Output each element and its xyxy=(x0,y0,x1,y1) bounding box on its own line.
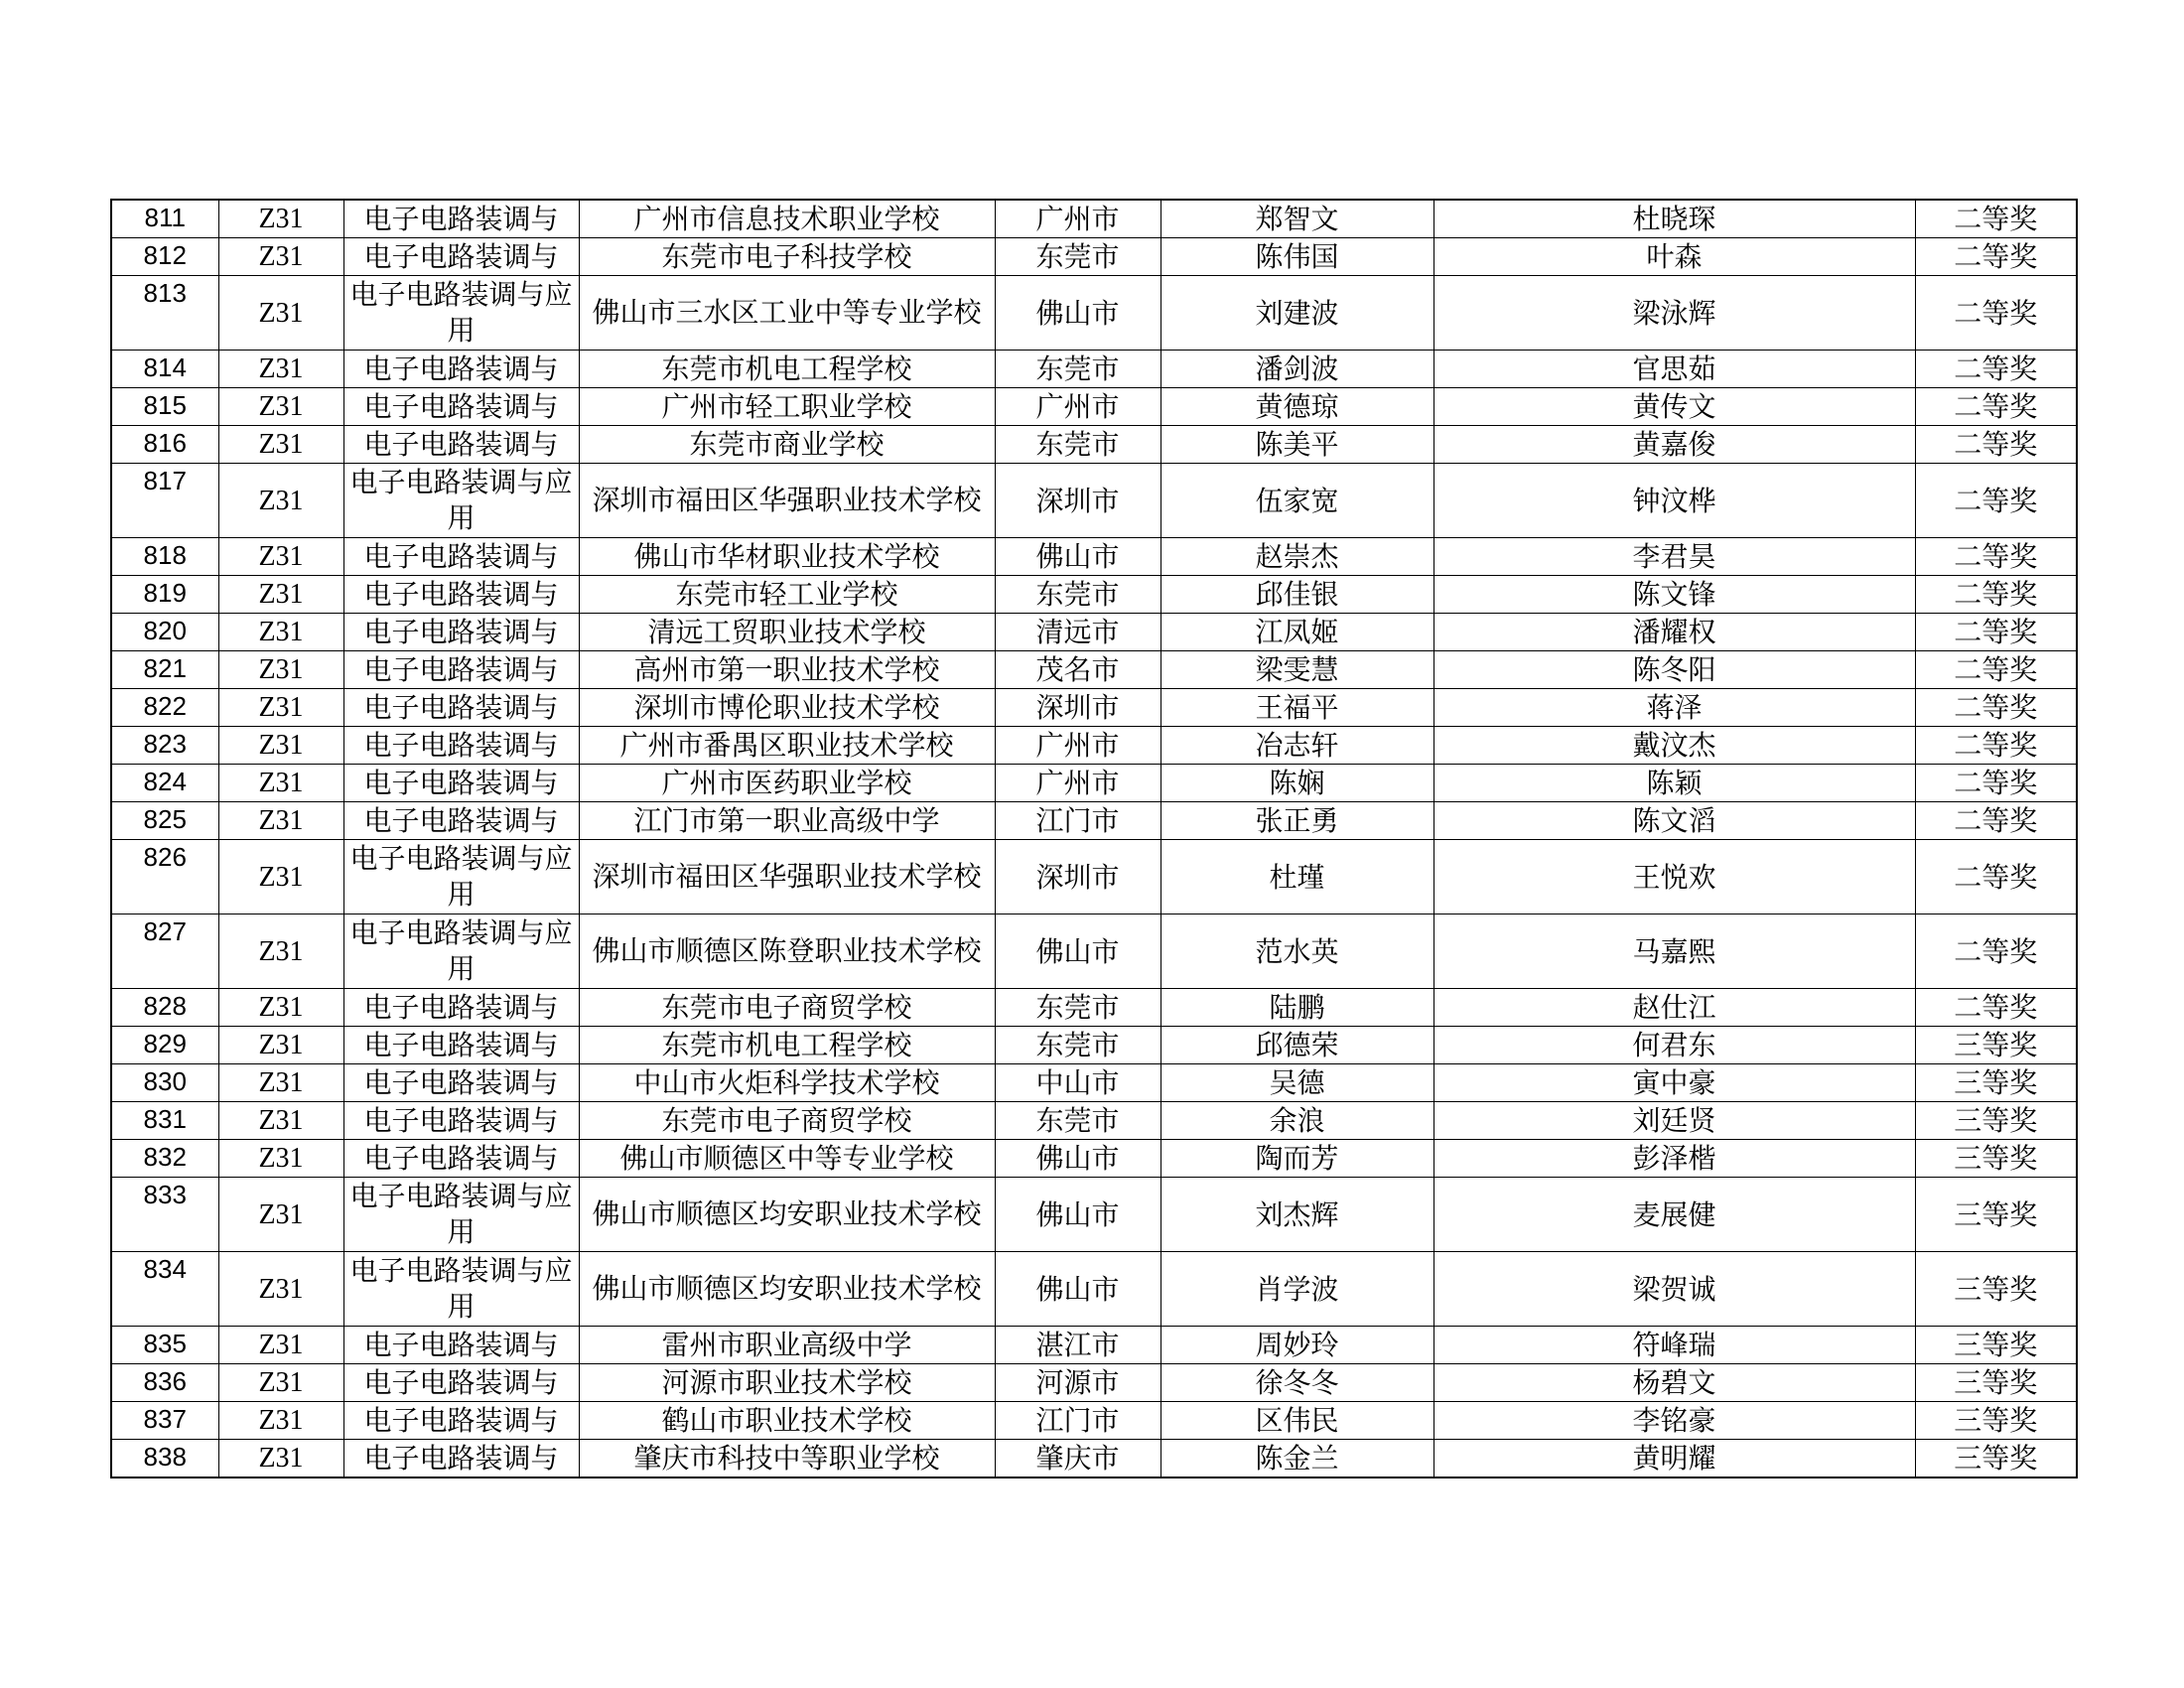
cell-project-name: 电子电路装调与 xyxy=(343,1102,579,1140)
cell-project-code: Z31 xyxy=(218,1402,343,1440)
cell-award: 二等奖 xyxy=(1915,840,2077,914)
table-row xyxy=(111,1440,2077,1478)
cell-number: 837 xyxy=(111,1402,218,1440)
cell-award: 二等奖 xyxy=(1915,989,2077,1027)
cell-project-code: Z31 xyxy=(218,1364,343,1402)
cell-award: 三等奖 xyxy=(1915,1252,2077,1327)
cell-number: 835 xyxy=(111,1327,218,1364)
cell-school: 佛山市顺德区中等专业学校 xyxy=(579,1140,995,1178)
cell-number: 838 xyxy=(111,1440,218,1478)
table-row xyxy=(111,1140,2077,1178)
cell-teacher: 黄德琼 xyxy=(1160,388,1433,426)
cell-city: 东莞市 xyxy=(995,238,1160,276)
cell-project-code: Z31 xyxy=(218,614,343,651)
cell-award: 三等奖 xyxy=(1915,1440,2077,1478)
cell-teacher: 范水英 xyxy=(1160,914,1433,989)
cell-project-name: 电子电路装调与 xyxy=(343,351,579,388)
cell-project-name: 电子电路装调与 xyxy=(343,989,579,1027)
cell-city: 东莞市 xyxy=(995,426,1160,464)
award-list-body xyxy=(111,200,2077,1477)
cell-teacher: 陶而芳 xyxy=(1160,1140,1433,1178)
cell-school: 鹤山市职业技术学校 xyxy=(579,1402,995,1440)
cell-project-code: Z31 xyxy=(218,200,343,238)
cell-teacher: 陈娴 xyxy=(1160,765,1433,802)
cell-number: 814 xyxy=(111,351,218,388)
cell-project-name: 电子电路装调与 xyxy=(343,426,579,464)
cell-number: 817 xyxy=(111,464,218,538)
cell-teacher: 江凤姬 xyxy=(1160,614,1433,651)
cell-project-code: Z31 xyxy=(218,276,343,351)
cell-number: 812 xyxy=(111,238,218,276)
cell-school: 东莞市电子商贸学校 xyxy=(579,1102,995,1140)
cell-number: 825 xyxy=(111,802,218,840)
cell-number: 826 xyxy=(111,840,218,914)
cell-award: 二等奖 xyxy=(1915,464,2077,538)
cell-city: 佛山市 xyxy=(995,538,1160,576)
cell-project-code: Z31 xyxy=(218,689,343,727)
table-row xyxy=(111,1027,2077,1064)
cell-city: 东莞市 xyxy=(995,351,1160,388)
cell-project-name: 电子电路装调与 xyxy=(343,238,579,276)
cell-teacher: 王福平 xyxy=(1160,689,1433,727)
cell-award: 二等奖 xyxy=(1915,576,2077,614)
cell-project-name: 电子电路装调与应用 xyxy=(343,1252,579,1327)
cell-student: 陈文锋 xyxy=(1433,576,1915,614)
cell-teacher: 陈美平 xyxy=(1160,426,1433,464)
cell-number: 823 xyxy=(111,727,218,765)
cell-student: 梁泳辉 xyxy=(1433,276,1915,351)
cell-project-name: 电子电路装调与 xyxy=(343,1364,579,1402)
cell-project-code: Z31 xyxy=(218,576,343,614)
cell-teacher: 邱德荣 xyxy=(1160,1027,1433,1064)
table-row xyxy=(111,426,2077,464)
table-row xyxy=(111,1327,2077,1364)
cell-award: 三等奖 xyxy=(1915,1140,2077,1178)
cell-school: 清远工贸职业技术学校 xyxy=(579,614,995,651)
cell-city: 清远市 xyxy=(995,614,1160,651)
cell-award: 三等奖 xyxy=(1915,1327,2077,1364)
cell-city: 湛江市 xyxy=(995,1327,1160,1364)
cell-project-code: Z31 xyxy=(218,1178,343,1252)
table-row xyxy=(111,276,2077,351)
cell-number: 831 xyxy=(111,1102,218,1140)
award-list-table xyxy=(110,199,2078,1478)
cell-number: 828 xyxy=(111,989,218,1027)
cell-school: 广州市轻工职业学校 xyxy=(579,388,995,426)
cell-number: 815 xyxy=(111,388,218,426)
cell-student: 符峰瑞 xyxy=(1433,1327,1915,1364)
cell-project-name: 电子电路装调与应用 xyxy=(343,914,579,989)
cell-city: 茂名市 xyxy=(995,651,1160,689)
table-row xyxy=(111,351,2077,388)
cell-teacher: 周妙玲 xyxy=(1160,1327,1433,1364)
cell-school: 江门市第一职业高级中学 xyxy=(579,802,995,840)
cell-teacher: 陆鹏 xyxy=(1160,989,1433,1027)
cell-school: 佛山市三水区工业中等专业学校 xyxy=(579,276,995,351)
cell-student: 陈颖 xyxy=(1433,765,1915,802)
cell-project-code: Z31 xyxy=(218,802,343,840)
cell-teacher: 余浪 xyxy=(1160,1102,1433,1140)
cell-city: 深圳市 xyxy=(995,840,1160,914)
cell-student: 钟汶桦 xyxy=(1433,464,1915,538)
cell-project-code: Z31 xyxy=(218,651,343,689)
cell-student: 官思茹 xyxy=(1433,351,1915,388)
cell-school: 深圳市福田区华强职业技术学校 xyxy=(579,464,995,538)
cell-school: 深圳市博伦职业技术学校 xyxy=(579,689,995,727)
cell-teacher: 刘杰辉 xyxy=(1160,1178,1433,1252)
cell-number: 830 xyxy=(111,1064,218,1102)
cell-award: 二等奖 xyxy=(1915,200,2077,238)
cell-award: 二等奖 xyxy=(1915,914,2077,989)
cell-number: 832 xyxy=(111,1140,218,1178)
cell-project-code: Z31 xyxy=(218,1064,343,1102)
table-row xyxy=(111,989,2077,1027)
cell-school: 广州市番禺区职业技术学校 xyxy=(579,727,995,765)
cell-student: 陈文滔 xyxy=(1433,802,1915,840)
cell-award: 二等奖 xyxy=(1915,426,2077,464)
cell-project-name: 电子电路装调与 xyxy=(343,689,579,727)
cell-project-name: 电子电路装调与 xyxy=(343,388,579,426)
cell-city: 广州市 xyxy=(995,727,1160,765)
cell-award: 二等奖 xyxy=(1915,238,2077,276)
table-row xyxy=(111,651,2077,689)
cell-city: 佛山市 xyxy=(995,1140,1160,1178)
cell-student: 黄传文 xyxy=(1433,388,1915,426)
cell-award: 三等奖 xyxy=(1915,1364,2077,1402)
cell-teacher: 肖学波 xyxy=(1160,1252,1433,1327)
cell-award: 二等奖 xyxy=(1915,276,2077,351)
cell-student: 麦展健 xyxy=(1433,1178,1915,1252)
cell-student: 黄明耀 xyxy=(1433,1440,1915,1478)
cell-city: 广州市 xyxy=(995,388,1160,426)
cell-project-name: 电子电路装调与 xyxy=(343,727,579,765)
cell-school: 东莞市电子商贸学校 xyxy=(579,989,995,1027)
cell-number: 819 xyxy=(111,576,218,614)
cell-city: 肇庆市 xyxy=(995,1440,1160,1478)
cell-teacher: 赵崇杰 xyxy=(1160,538,1433,576)
cell-number: 820 xyxy=(111,614,218,651)
cell-school: 雷州市职业高级中学 xyxy=(579,1327,995,1364)
cell-teacher: 陈金兰 xyxy=(1160,1440,1433,1478)
cell-student: 潘耀权 xyxy=(1433,614,1915,651)
cell-project-name: 电子电路装调与应用 xyxy=(343,464,579,538)
cell-number: 833 xyxy=(111,1178,218,1252)
cell-student: 马嘉熙 xyxy=(1433,914,1915,989)
cell-teacher: 吴德 xyxy=(1160,1064,1433,1102)
cell-student: 叶森 xyxy=(1433,238,1915,276)
cell-project-code: Z31 xyxy=(218,1027,343,1064)
cell-city: 东莞市 xyxy=(995,1027,1160,1064)
cell-teacher: 杜瑾 xyxy=(1160,840,1433,914)
cell-student: 赵仕江 xyxy=(1433,989,1915,1027)
cell-student: 李君昊 xyxy=(1433,538,1915,576)
cell-project-name: 电子电路装调与 xyxy=(343,651,579,689)
cell-award: 二等奖 xyxy=(1915,351,2077,388)
cell-project-code: Z31 xyxy=(218,426,343,464)
cell-award: 二等奖 xyxy=(1915,651,2077,689)
cell-award: 二等奖 xyxy=(1915,538,2077,576)
table-row xyxy=(111,614,2077,651)
cell-student: 彭泽楷 xyxy=(1433,1140,1915,1178)
cell-student: 戴汶杰 xyxy=(1433,727,1915,765)
cell-award: 二等奖 xyxy=(1915,765,2077,802)
cell-school: 佛山市顺德区陈登职业技术学校 xyxy=(579,914,995,989)
cell-project-name: 电子电路装调与 xyxy=(343,614,579,651)
cell-student: 何君东 xyxy=(1433,1027,1915,1064)
cell-teacher: 梁雯慧 xyxy=(1160,651,1433,689)
cell-project-name: 电子电路装调与 xyxy=(343,538,579,576)
cell-teacher: 冶志轩 xyxy=(1160,727,1433,765)
cell-city: 佛山市 xyxy=(995,914,1160,989)
cell-project-code: Z31 xyxy=(218,538,343,576)
cell-project-code: Z31 xyxy=(218,1102,343,1140)
cell-city: 江门市 xyxy=(995,802,1160,840)
cell-project-name: 电子电路装调与 xyxy=(343,1027,579,1064)
cell-school: 广州市信息技术职业学校 xyxy=(579,200,995,238)
cell-teacher: 伍家宽 xyxy=(1160,464,1433,538)
cell-number: 829 xyxy=(111,1027,218,1064)
cell-student: 寅中豪 xyxy=(1433,1064,1915,1102)
cell-student: 陈冬阳 xyxy=(1433,651,1915,689)
cell-teacher: 陈伟国 xyxy=(1160,238,1433,276)
cell-project-code: Z31 xyxy=(218,1252,343,1327)
cell-school: 河源市职业技术学校 xyxy=(579,1364,995,1402)
cell-number: 813 xyxy=(111,276,218,351)
cell-project-name: 电子电路装调与 xyxy=(343,765,579,802)
cell-project-code: Z31 xyxy=(218,1440,343,1478)
table-row xyxy=(111,1102,2077,1140)
cell-city: 河源市 xyxy=(995,1364,1160,1402)
cell-school: 佛山市顺德区均安职业技术学校 xyxy=(579,1178,995,1252)
cell-student: 蒋泽 xyxy=(1433,689,1915,727)
cell-student: 杜晓琛 xyxy=(1433,200,1915,238)
cell-project-code: Z31 xyxy=(218,351,343,388)
table-row xyxy=(111,1064,2077,1102)
table-row xyxy=(111,238,2077,276)
cell-number: 816 xyxy=(111,426,218,464)
cell-student: 杨碧文 xyxy=(1433,1364,1915,1402)
table-row xyxy=(111,840,2077,914)
cell-project-code: Z31 xyxy=(218,464,343,538)
cell-award: 三等奖 xyxy=(1915,1402,2077,1440)
cell-city: 佛山市 xyxy=(995,276,1160,351)
cell-award: 三等奖 xyxy=(1915,1178,2077,1252)
table-row xyxy=(111,914,2077,989)
cell-school: 佛山市顺德区均安职业技术学校 xyxy=(579,1252,995,1327)
cell-city: 东莞市 xyxy=(995,576,1160,614)
cell-project-name: 电子电路装调与 xyxy=(343,1140,579,1178)
cell-number: 827 xyxy=(111,914,218,989)
table-row xyxy=(111,538,2077,576)
cell-award: 三等奖 xyxy=(1915,1027,2077,1064)
cell-project-name: 电子电路装调与 xyxy=(343,200,579,238)
cell-project-name: 电子电路装调与 xyxy=(343,1064,579,1102)
cell-city: 深圳市 xyxy=(995,689,1160,727)
cell-school: 佛山市华材职业技术学校 xyxy=(579,538,995,576)
cell-award: 二等奖 xyxy=(1915,388,2077,426)
cell-student: 李铭豪 xyxy=(1433,1402,1915,1440)
cell-project-name: 电子电路装调与应用 xyxy=(343,1178,579,1252)
table-row xyxy=(111,802,2077,840)
cell-school: 深圳市福田区华强职业技术学校 xyxy=(579,840,995,914)
cell-award: 二等奖 xyxy=(1915,727,2077,765)
cell-teacher: 邱佳银 xyxy=(1160,576,1433,614)
table-row xyxy=(111,200,2077,238)
cell-project-name: 电子电路装调与 xyxy=(343,576,579,614)
cell-city: 佛山市 xyxy=(995,1178,1160,1252)
cell-project-code: Z31 xyxy=(218,914,343,989)
cell-city: 东莞市 xyxy=(995,1102,1160,1140)
cell-award: 三等奖 xyxy=(1915,1064,2077,1102)
cell-school: 东莞市机电工程学校 xyxy=(579,1027,995,1064)
cell-project-code: Z31 xyxy=(218,727,343,765)
cell-teacher: 潘剑波 xyxy=(1160,351,1433,388)
cell-project-code: Z31 xyxy=(218,989,343,1027)
table-row xyxy=(111,388,2077,426)
cell-school: 高州市第一职业技术学校 xyxy=(579,651,995,689)
cell-project-code: Z31 xyxy=(218,388,343,426)
cell-teacher: 刘建波 xyxy=(1160,276,1433,351)
cell-school: 东莞市商业学校 xyxy=(579,426,995,464)
cell-award: 二等奖 xyxy=(1915,802,2077,840)
table-row xyxy=(111,464,2077,538)
cell-student: 刘廷贤 xyxy=(1433,1102,1915,1140)
table-row xyxy=(111,1252,2077,1327)
table-row xyxy=(111,1364,2077,1402)
cell-city: 东莞市 xyxy=(995,989,1160,1027)
cell-city: 江门市 xyxy=(995,1402,1160,1440)
cell-project-name: 电子电路装调与 xyxy=(343,1327,579,1364)
cell-city: 深圳市 xyxy=(995,464,1160,538)
cell-teacher: 区伟民 xyxy=(1160,1402,1433,1440)
cell-award: 二等奖 xyxy=(1915,689,2077,727)
cell-number: 811 xyxy=(111,200,218,238)
cell-number: 818 xyxy=(111,538,218,576)
table-row xyxy=(111,576,2077,614)
cell-school: 东莞市电子科技学校 xyxy=(579,238,995,276)
cell-project-code: Z31 xyxy=(218,238,343,276)
table-row xyxy=(111,689,2077,727)
cell-number: 821 xyxy=(111,651,218,689)
cell-city: 中山市 xyxy=(995,1064,1160,1102)
table-row xyxy=(111,1178,2077,1252)
cell-school: 中山市火炬科学技术学校 xyxy=(579,1064,995,1102)
cell-project-name: 电子电路装调与 xyxy=(343,802,579,840)
table-row xyxy=(111,765,2077,802)
cell-project-name: 电子电路装调与 xyxy=(343,1440,579,1478)
cell-project-name: 电子电路装调与应用 xyxy=(343,276,579,351)
cell-number: 836 xyxy=(111,1364,218,1402)
cell-teacher: 徐冬冬 xyxy=(1160,1364,1433,1402)
cell-school: 东莞市轻工业学校 xyxy=(579,576,995,614)
cell-student: 黄嘉俊 xyxy=(1433,426,1915,464)
table-row xyxy=(111,727,2077,765)
cell-project-code: Z31 xyxy=(218,1140,343,1178)
cell-school: 肇庆市科技中等职业学校 xyxy=(579,1440,995,1478)
cell-project-code: Z31 xyxy=(218,765,343,802)
cell-number: 822 xyxy=(111,689,218,727)
cell-project-name: 电子电路装调与应用 xyxy=(343,840,579,914)
cell-city: 佛山市 xyxy=(995,1252,1160,1327)
cell-city: 广州市 xyxy=(995,200,1160,238)
cell-student: 梁贺诚 xyxy=(1433,1252,1915,1327)
cell-project-code: Z31 xyxy=(218,840,343,914)
cell-project-name: 电子电路装调与 xyxy=(343,1402,579,1440)
cell-teacher: 郑智文 xyxy=(1160,200,1433,238)
cell-project-code: Z31 xyxy=(218,1327,343,1364)
cell-number: 834 xyxy=(111,1252,218,1327)
cell-number: 824 xyxy=(111,765,218,802)
cell-school: 东莞市机电工程学校 xyxy=(579,351,995,388)
cell-student: 王悦欢 xyxy=(1433,840,1915,914)
table-row xyxy=(111,1402,2077,1440)
cell-teacher: 张正勇 xyxy=(1160,802,1433,840)
cell-school: 广州市医药职业学校 xyxy=(579,765,995,802)
cell-award: 二等奖 xyxy=(1915,614,2077,651)
cell-city: 广州市 xyxy=(995,765,1160,802)
cell-award: 三等奖 xyxy=(1915,1102,2077,1140)
